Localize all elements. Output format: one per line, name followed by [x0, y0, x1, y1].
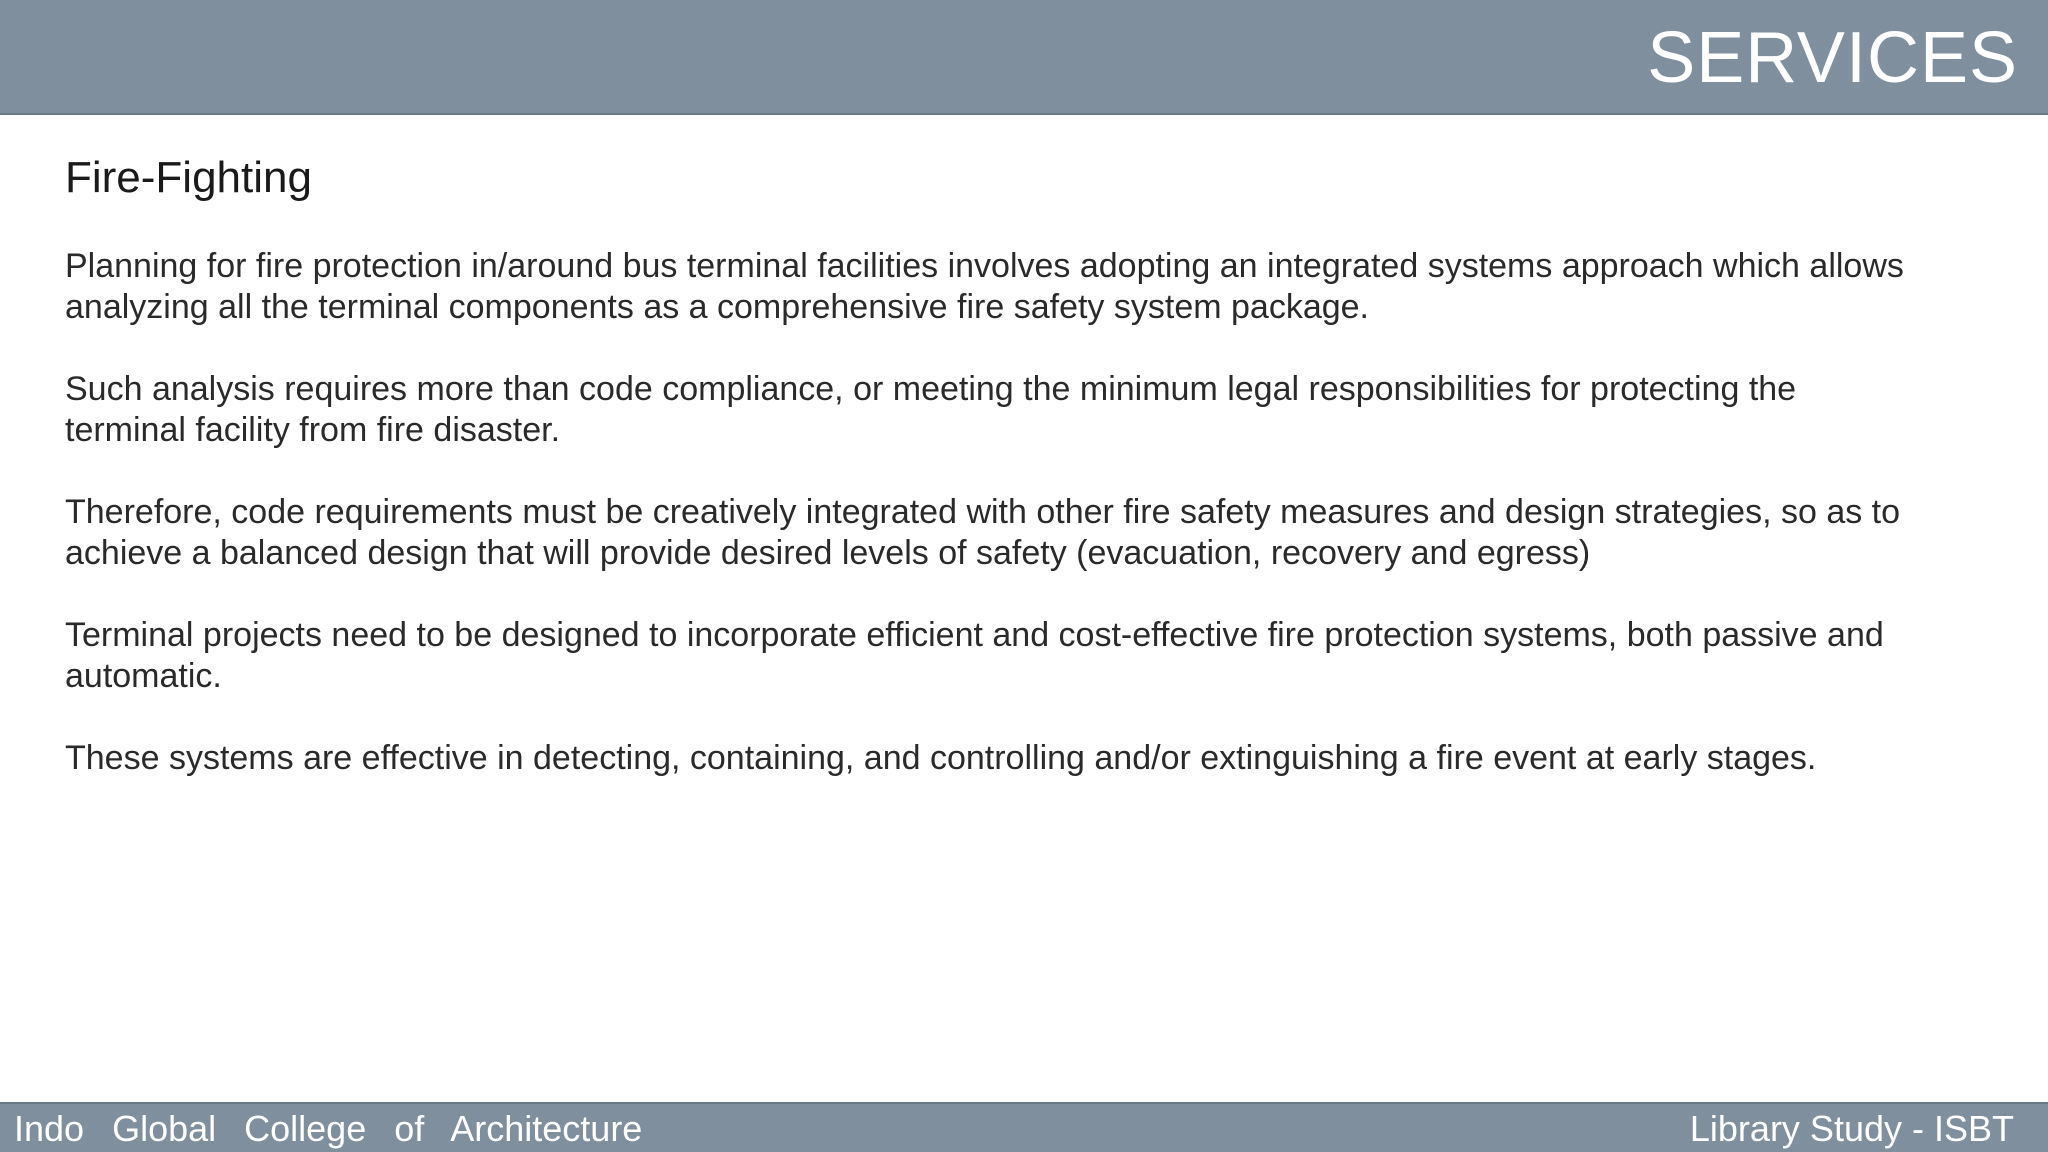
paragraph-4: Terminal projects need to be designed to incorporate efficient and cost-effective fire protection systems, both passive and automatic.	[65, 616, 1884, 695]
paragraph-5: These systems are effective in detecting, containing, and controlling and/or extinguishing a fire event at early stages.	[65, 739, 1817, 777]
slide-content	[65, 150, 1965, 820]
footer-project: Library Study - ISBT	[1689, 1108, 2014, 1149]
paragraph-1: Planning for fire protection in/around bus terminal facilities involves adopting an integrated systems approach which allows analyzing all the terminal components as a comprehensive fire safety system package.	[65, 247, 1904, 326]
paragraph-2: Such analysis requires more than code compliance, or meeting the minimum legal responsibilities for protecting the terminal facility from fire disaster.	[65, 370, 1797, 449]
footer-institution: Indo Global College of Architecture	[14, 1108, 643, 1149]
footer-bar	[0, 1102, 2048, 1152]
header-bar	[0, 0, 2048, 115]
page-title: SERVICES	[1647, 18, 2018, 98]
paragraph-3: Therefore, code requirements must be creatively integrated with other fire safety measures and design strategies, so as to achieve a balanced design that will provide desired levels of safety (evacuation, recovery and egress)	[65, 493, 1901, 572]
section-heading: Fire-Fighting	[65, 153, 312, 202]
